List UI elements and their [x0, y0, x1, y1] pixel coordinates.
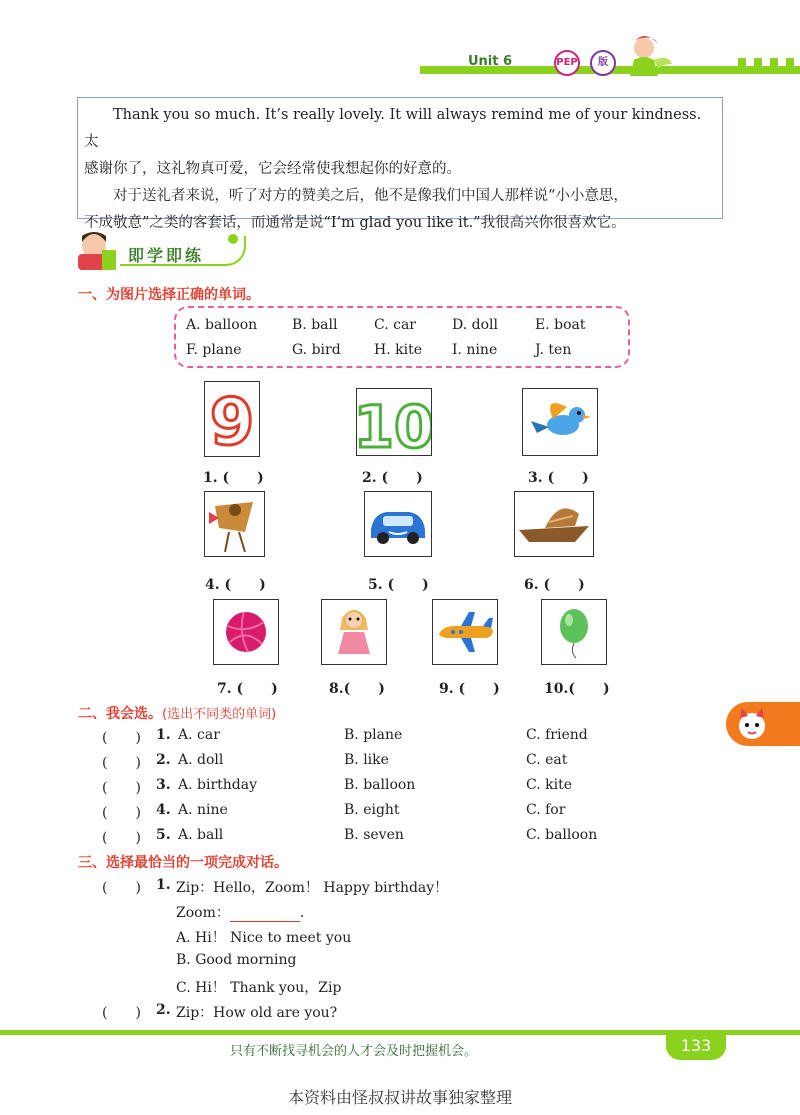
picture-boat — [514, 491, 594, 557]
section-title: 即学即练 — [128, 246, 205, 265]
unit-label: Unit 6 — [468, 54, 513, 69]
bottom-note: 本资料由怪叔叔讲故事独家整理 — [287, 1088, 512, 1107]
boat-icon — [515, 492, 593, 556]
ten-number-icon — [357, 389, 431, 455]
p3-q1-bracket[interactable]: ( ) — [102, 880, 141, 896]
footer-motto: 只有不断找寻机会的人才会及时把握机会。 — [230, 1044, 478, 1059]
picture-kite — [204, 491, 265, 557]
answer-3[interactable]: 3. ( ) — [528, 470, 589, 486]
answer-10[interactable]: 10.( ) — [544, 681, 610, 697]
answer-5[interactable]: 5. ( ) — [368, 577, 429, 593]
intro-line-4: 不成敬意”之类的客套话，而通常是说“I’m glad you like it.”我很高兴你很喜欢它。 — [84, 215, 626, 231]
p2-q3-b: B. balloon — [344, 777, 416, 793]
option-e: E. boat — [535, 317, 586, 333]
bird-icon — [523, 389, 597, 455]
cat-face-icon — [732, 704, 772, 744]
answer-2[interactable]: 2. ( ) — [362, 470, 423, 486]
section-title-dot — [228, 234, 238, 244]
picture-plane — [432, 599, 498, 665]
answer-1[interactable]: 1. ( ) — [203, 470, 264, 486]
part3-title: 三、选择最恰当的一项完成对话。 — [78, 855, 288, 871]
kite-icon — [205, 492, 264, 556]
part2-title — [78, 703, 276, 723]
p3-q1-choice-c: C. Hi！ Thank you，Zip — [176, 980, 342, 996]
picture-ball — [213, 599, 279, 665]
p2-q3-num: 3. — [156, 777, 171, 793]
p2-q3-a: A. birthday — [178, 777, 258, 793]
p2-q5-c: C. balloon — [526, 827, 598, 843]
p2-q2-bracket[interactable]: ( ) — [102, 755, 141, 771]
fairy-girl-icon — [614, 30, 674, 80]
option-j: J. ten — [535, 342, 572, 358]
p3-q1-question: Zip：Hello，Zoom！ Happy birthday！ — [176, 880, 449, 896]
intro-line-2: 感谢你了，这礼物真可爱，它会经常使我想起你的好意的。 — [84, 161, 461, 177]
picture-ten-label: 10 — [357, 393, 431, 455]
option-a: A. balloon — [186, 317, 258, 333]
kid-reading-icon — [72, 226, 120, 274]
answer-7[interactable]: 7. ( ) — [217, 681, 278, 697]
nine-number-icon — [205, 382, 259, 456]
intro-box — [77, 97, 723, 231]
option-c: C. car — [374, 317, 416, 333]
car-icon — [365, 492, 431, 556]
p3-q1-choice-b: B. Good morning — [176, 952, 297, 968]
p3-q1-reply — [176, 902, 304, 922]
header-band — [0, 0, 800, 90]
p2-q2-c: C. eat — [526, 752, 568, 768]
picture-balloon — [541, 599, 607, 665]
picture-nine — [204, 381, 260, 457]
edition-badge: 版 — [590, 50, 616, 76]
p3-q1-reply-prefix: Zoom： — [176, 905, 230, 921]
option-i: I. nine — [452, 342, 498, 358]
p2-q4-a: A. nine — [178, 802, 228, 818]
ball-icon — [214, 600, 278, 664]
option-b: B. ball — [292, 317, 338, 333]
option-h: H. kite — [374, 342, 422, 358]
picture-ten — [356, 388, 432, 456]
word-options-box — [174, 306, 630, 368]
p2-q5-b: B. seven — [344, 827, 404, 843]
part2-title-text: 二、我会选。 — [78, 706, 162, 722]
intro-line-3: 对于送礼者来说，听了对方的赞美之后，他不是像我们中国人那样说“小小意思， — [113, 188, 628, 204]
p2-q5-bracket[interactable]: ( ) — [102, 830, 141, 846]
plane-icon — [433, 600, 497, 664]
p3-q2-bracket[interactable]: ( ) — [102, 1005, 141, 1021]
doll-icon — [322, 600, 386, 664]
p3-q1-choice-a: A. Hi！ Nice to meet you — [176, 930, 352, 946]
part2-subtitle: (选出不同类的单词) — [162, 707, 277, 722]
p2-q3-bracket[interactable]: ( ) — [102, 780, 141, 796]
answer-9[interactable]: 9. ( ) — [439, 681, 500, 697]
p2-q1-b: B. plane — [344, 727, 403, 743]
p2-q5-a: A. ball — [178, 827, 224, 843]
option-g: G. bird — [292, 342, 341, 358]
p2-q2-b: B. like — [344, 752, 389, 768]
intro-line-1: Thank you so much. It’s really lovely. It will always remind me of your kindness. 太 — [84, 107, 702, 150]
p3-q1-reply-suffix: . — [299, 905, 305, 921]
picture-doll — [321, 599, 387, 665]
p2-q1-bracket[interactable]: ( ) — [102, 730, 141, 746]
p2-q1-c: C. friend — [526, 727, 588, 743]
picture-bird — [522, 388, 598, 456]
p2-q1-num: 1. — [156, 727, 171, 743]
p2-q2-num: 2. — [156, 752, 171, 768]
p2-q4-c: C. for — [526, 802, 566, 818]
answer-4[interactable]: 4. ( ) — [205, 577, 266, 593]
picture-nine-label: 9 — [209, 386, 255, 456]
p2-q4-num: 4. — [156, 802, 171, 818]
answer-6[interactable]: 6. ( ) — [524, 577, 585, 593]
picture-car — [364, 491, 432, 557]
page-number: 133 — [666, 1032, 726, 1060]
balloon-icon — [542, 600, 606, 664]
p3-q1-blank[interactable] — [230, 907, 300, 922]
checker-pattern — [730, 58, 800, 76]
p3-q2-question: Zip：How old are you? — [176, 1005, 338, 1021]
p2-q2-a: A. doll — [178, 752, 224, 768]
p2-q5-num: 5. — [156, 827, 171, 843]
p3-q1-num: 1. — [156, 877, 171, 893]
option-d: D. doll — [452, 317, 498, 333]
p2-q4-bracket[interactable]: ( ) — [102, 805, 141, 821]
pep-badge: PEP — [554, 50, 580, 76]
p2-q1-a: A. car — [178, 727, 220, 743]
p2-q3-c: C. kite — [526, 777, 572, 793]
part1-title: 一、为图片选择正确的单词。 — [78, 287, 260, 303]
answer-8[interactable]: 8.( ) — [329, 681, 385, 697]
p2-q4-b: B. eight — [344, 802, 400, 818]
p3-q2-num: 2. — [156, 1002, 171, 1018]
option-f: F. plane — [186, 342, 242, 358]
